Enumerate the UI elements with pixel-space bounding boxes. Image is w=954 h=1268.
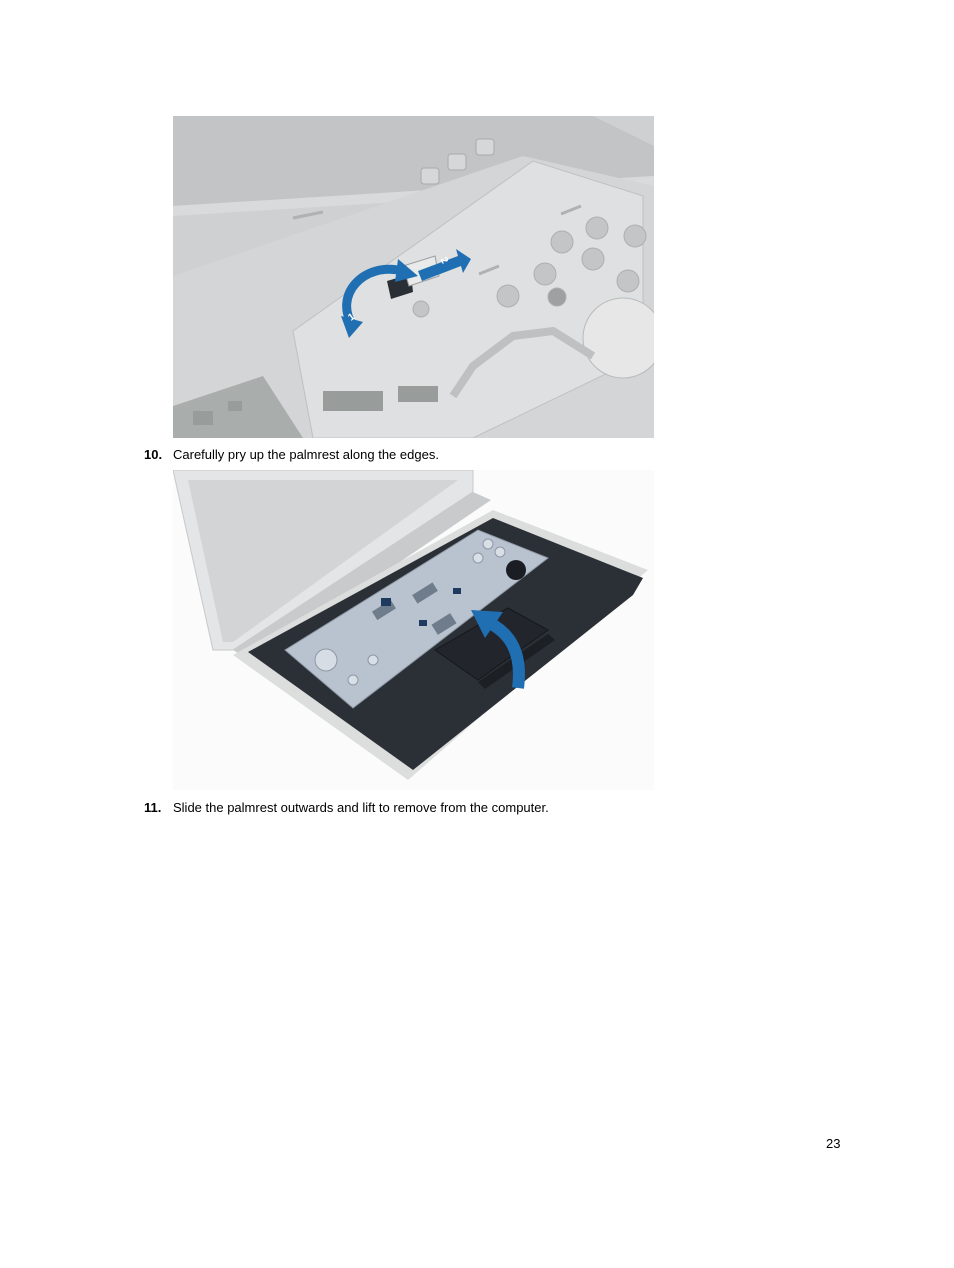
page-number: 23 (826, 1136, 841, 1151)
figure-disconnect-cable (173, 116, 654, 438)
figure-pry-palmrest (173, 470, 654, 790)
callout-1-label: 1 (346, 311, 358, 324)
step-text: Slide the palmrest outwards and lift to remove from the computer. (173, 800, 549, 815)
step-text: Carefully pry up the palmrest along the edges. (173, 447, 439, 462)
callout-2-label: 2 (437, 255, 450, 266)
laptop-illustration (173, 116, 654, 438)
step-number: 10. (144, 447, 163, 462)
step-number: 11. (144, 800, 162, 815)
palmrest-illustration (173, 470, 654, 790)
